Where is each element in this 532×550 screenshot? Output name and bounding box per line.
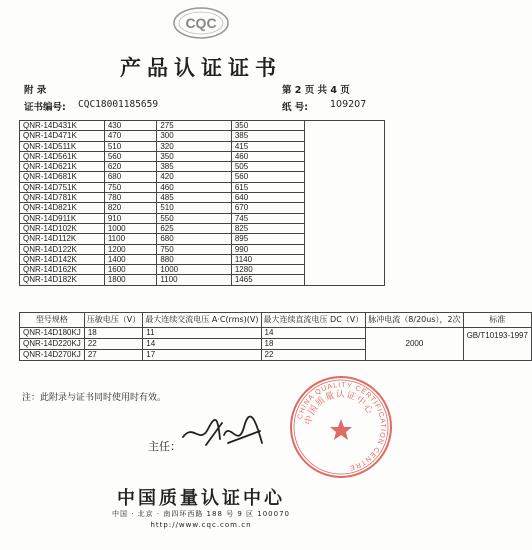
cell: 910 [104,213,157,223]
cell: 460 [157,182,232,192]
organization-website: http://www.cqc.com.cn [150,521,252,529]
cert-no-label: 证书编号: [24,102,66,113]
cell: 990 [231,244,304,254]
cell: 415 [231,141,304,151]
cell: 385 [231,131,304,141]
table-row [20,193,385,203]
cell: 485 [157,193,232,203]
cell: 320 [157,141,232,151]
table-row [20,141,385,151]
cell: 14 [261,328,366,339]
cell: 1000 [157,265,232,275]
cert-no: CQC18001185659 [78,99,159,110]
cell: QNR-14D511K [20,141,105,151]
cell: 14 [143,339,261,350]
cell: 820 [104,203,157,213]
cell: QNR-14D431K [20,121,105,131]
table-row [20,328,532,339]
cell: QNR-14D112K [20,234,105,244]
blank-cell [304,141,384,151]
blank-cell [304,121,384,131]
page-info: 第 2 页 共 4 页 [282,85,350,96]
cell: QNR-14D102K [20,223,105,233]
header-max-dc: 最大连续直流电压 DC（V） [261,313,366,328]
cell: 510 [104,141,157,151]
cell: QNR-14D681K [20,172,105,182]
cell: 1100 [157,275,232,285]
cell: QNR-14D561K [20,151,105,161]
cell: 640 [231,193,304,203]
varistor-table-2 [19,312,532,361]
cell: 680 [157,234,232,244]
cell: 11 [143,328,261,339]
cell: 350 [231,121,304,131]
cell: QNR-14D621K [20,162,105,172]
cell: 430 [104,121,157,131]
cell: 505 [231,162,304,172]
cell: QNR-14D182K [20,275,105,285]
cell: 22 [84,339,142,350]
cell: QNR-14D781K [20,193,105,203]
blank-cell [304,182,384,192]
cell: 420 [157,172,232,182]
cell: QNR-14D142K [20,254,105,264]
blank-cell [304,254,384,264]
cell: QNR-14D180KJ [20,328,85,339]
cell: 750 [157,244,232,254]
cell: 17 [143,350,261,361]
cell: 18 [84,328,142,339]
paper-no-label: 纸 号: [282,102,309,113]
cell: QNR-14D122K [20,244,105,254]
cell: 880 [157,254,232,264]
cell: 470 [104,131,157,141]
table-row [20,172,385,182]
cell: 825 [231,223,304,233]
table-row [20,223,385,233]
header-varistor: 压敏电压（V） [84,313,142,328]
blank-cell [304,172,384,182]
cqc-logo [172,6,230,40]
blank-cell [304,213,384,223]
cell: 350 [157,151,232,161]
validity-note: 注：此附录与证书同时使用时有效。 [22,393,167,403]
cell: 1800 [104,275,157,285]
cell: 300 [157,131,232,141]
cell: 560 [231,172,304,182]
table-row [20,162,385,172]
blank-cell [304,223,384,233]
cell: 1600 [104,265,157,275]
cell: 460 [231,151,304,161]
svg-text:中国质量认证中心: 中国质量认证中心 [303,389,375,426]
table-header-row [20,313,532,328]
cell: QNR-14D821K [20,203,105,213]
table-row [20,234,385,244]
blank-cell [304,151,384,161]
cell: 1000 [104,223,157,233]
cell: 680 [104,172,157,182]
cell: 560 [104,151,157,161]
blank-cell [304,234,384,244]
cell: 510 [157,203,232,213]
cell: 275 [157,121,232,131]
document-title: 产品认证证书 [120,55,282,80]
cell: 745 [231,213,304,223]
table-row [20,254,385,264]
header-pulse: 脉冲电流（8/20us），2次 [366,313,463,328]
table-row [20,244,385,254]
cell: 1200 [104,244,157,254]
table-row [20,131,385,141]
blank-cell [304,162,384,172]
blank-cell [304,131,384,141]
pulse-value: 2000 [366,328,463,361]
standard-value: GB/T10193-1997 [463,328,531,361]
organization-address: 中国 · 北京 · 南四环西路 188 号 9 区 100070 [111,510,290,518]
appendix-label: 附 录 [24,85,47,96]
table-row [20,151,385,161]
table-row [20,275,385,285]
cell: 22 [261,350,366,361]
varistor-table-1 [19,120,385,286]
cell: 1400 [104,254,157,264]
table-row [20,265,385,275]
table-row [20,121,385,131]
cell: 1100 [104,234,157,244]
cell: 895 [231,234,304,244]
cell: 620 [104,162,157,172]
cell: 1140 [231,254,304,264]
header-standard: 标准 [463,313,531,328]
blank-cell [304,193,384,203]
table-row [20,203,385,213]
header-model: 型号规格 [20,313,85,328]
blank-cell [304,275,384,285]
cell: 385 [157,162,232,172]
cell: QNR-14D751K [20,182,105,192]
table-row [20,182,385,192]
cell: 18 [261,339,366,350]
cell: 780 [104,193,157,203]
table-row [20,213,385,223]
cell: 550 [157,213,232,223]
cell: QNR-14D471K [20,131,105,141]
blank-cell [304,265,384,275]
blank-cell [304,244,384,254]
cell: 1465 [231,275,304,285]
cell: QNR-14D220KJ [20,339,85,350]
header-max-ac: 最大连续交流电压 A·C(rms)(V) [143,313,261,328]
cell: QNR-14D911K [20,213,105,223]
logo-text: CQC [185,15,217,31]
cell: QNR-14D162K [20,265,105,275]
cell: 750 [104,182,157,192]
cell: 1280 [231,265,304,275]
director-signature [178,415,268,455]
cell: 615 [231,182,304,192]
svg-text:CHINA QUALITY CERTIFICATION CE: CHINA QUALITY CERTIFICATION CENTRE [296,381,387,472]
cell: 27 [84,350,142,361]
director-label: 主任： [148,440,181,453]
cell: 670 [231,203,304,213]
official-seal [286,372,396,482]
paper-no: 109207 [330,99,367,110]
cell: QNR-14D270KJ [20,350,85,361]
organization-name: 中国质量认证中心 [117,488,285,509]
blank-cell [304,203,384,213]
cell: 625 [157,223,232,233]
